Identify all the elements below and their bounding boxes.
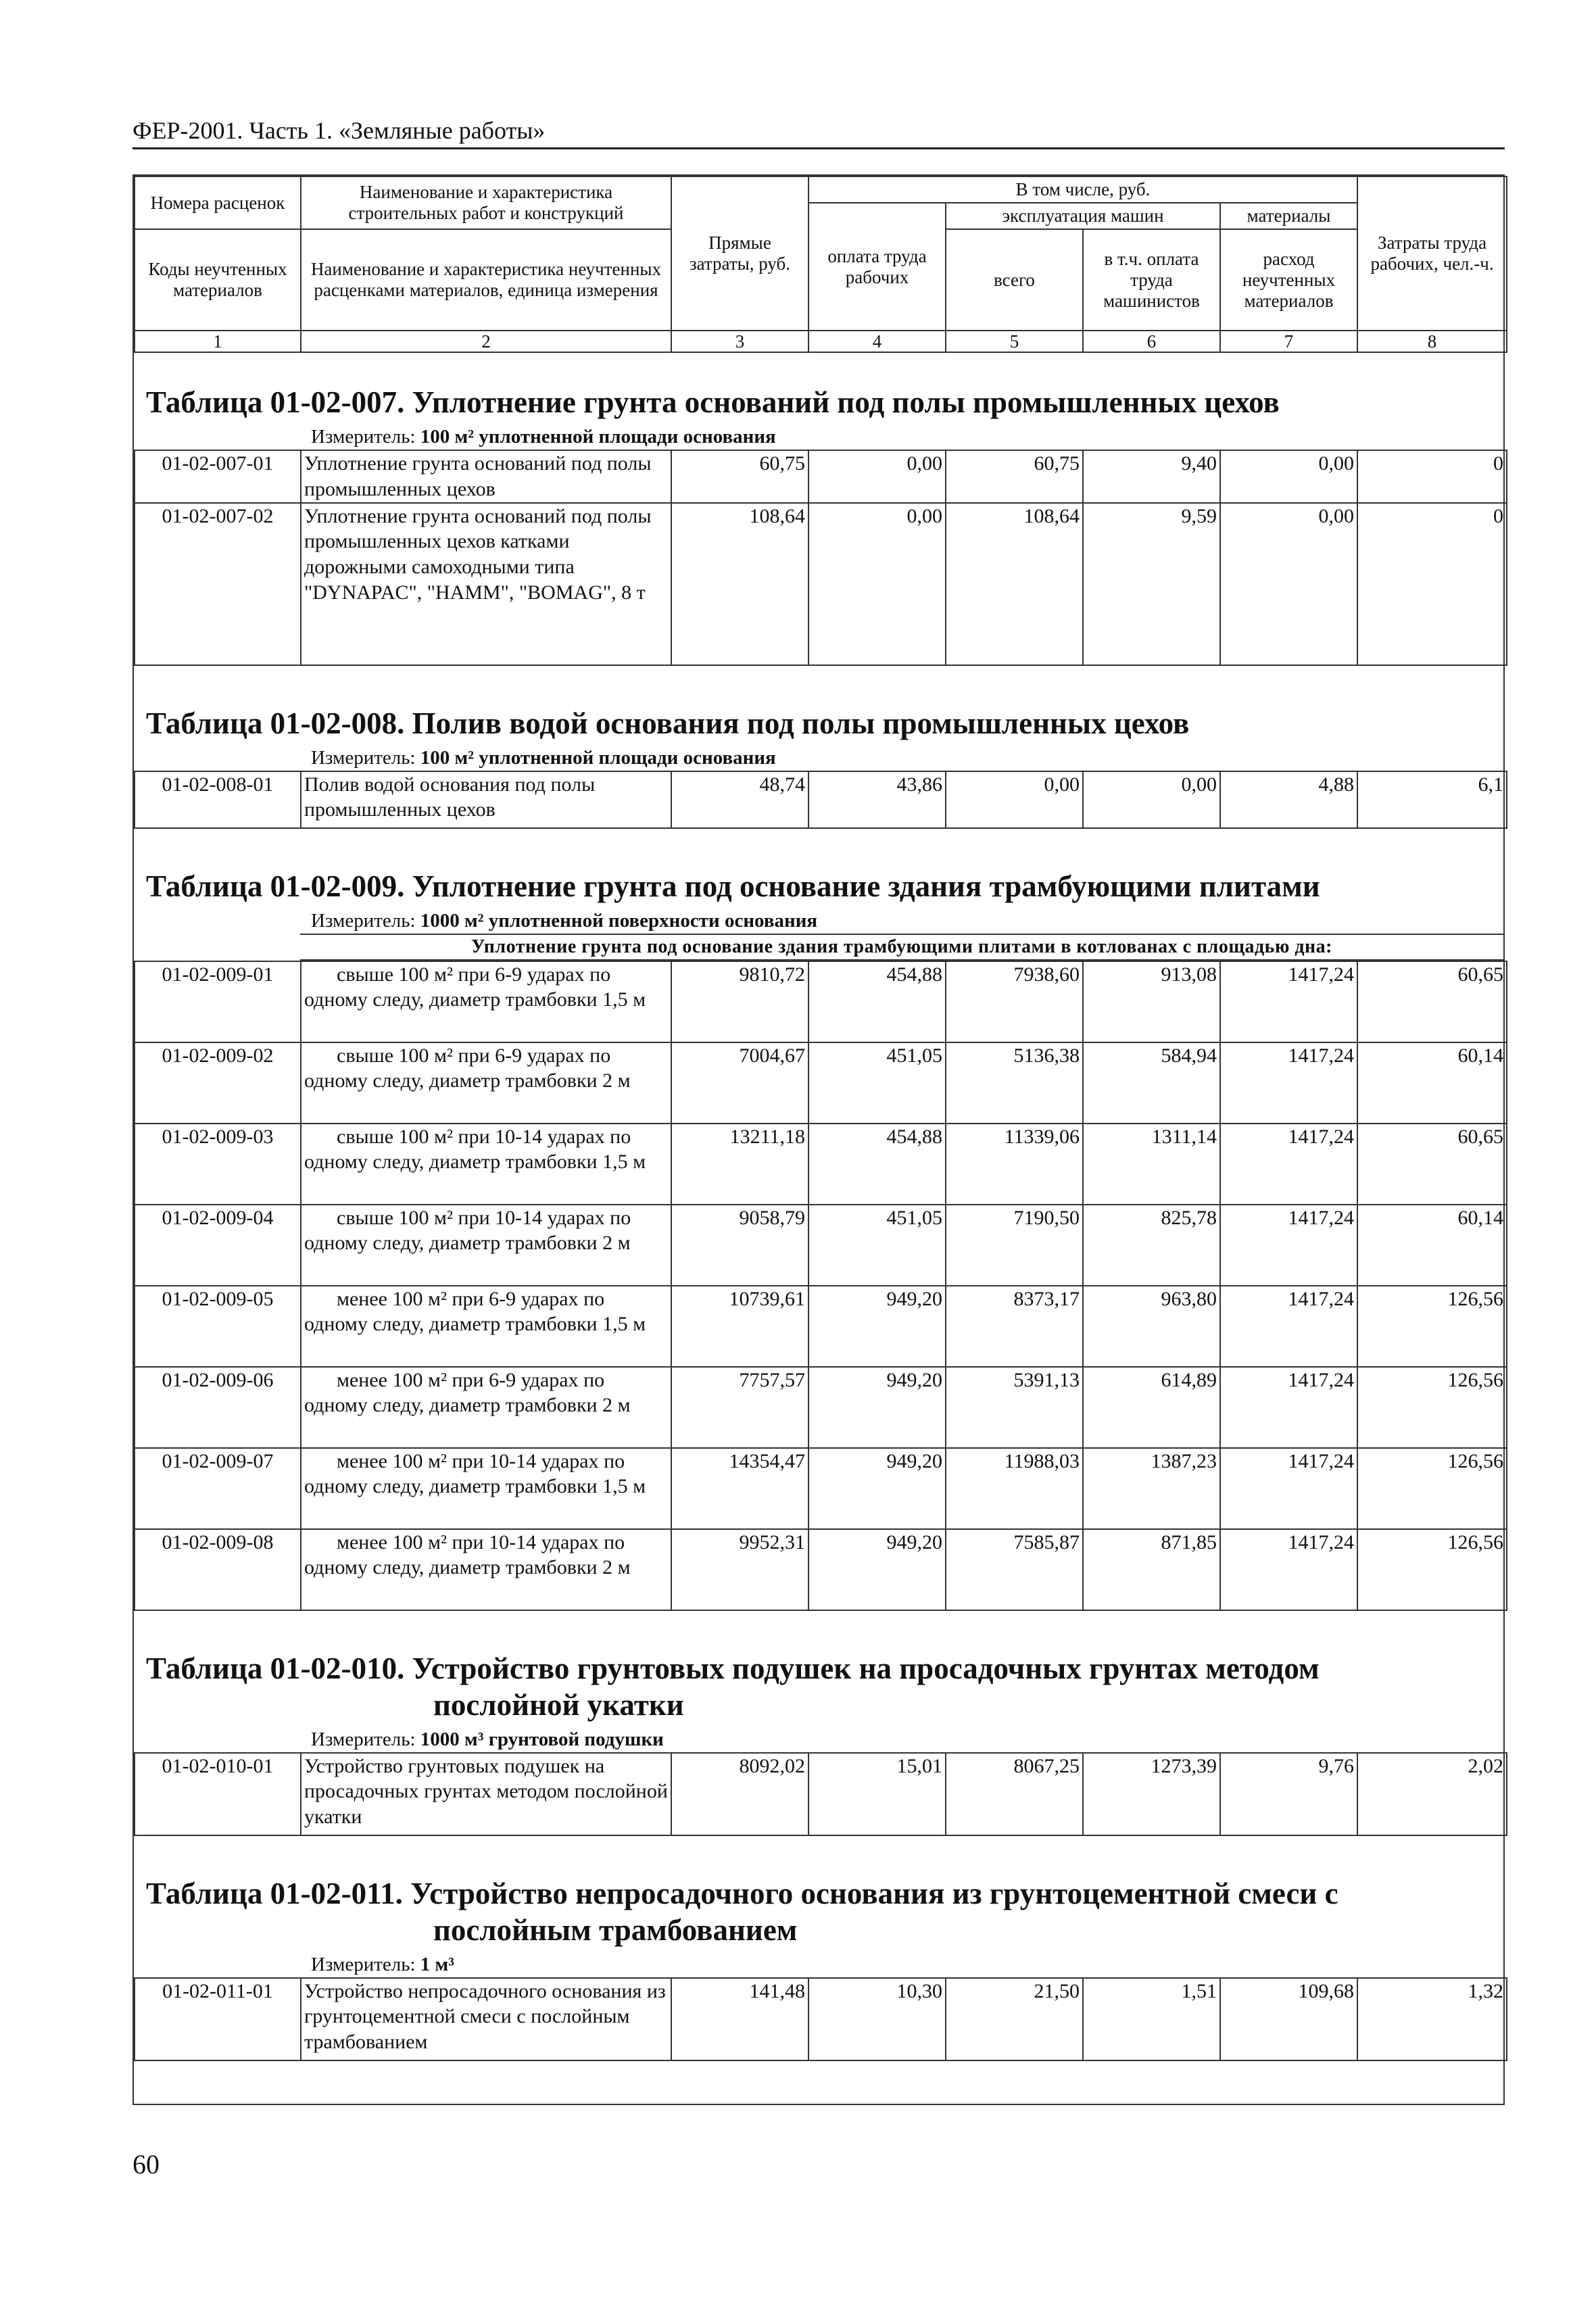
table-row bbox=[135, 1448, 1507, 1529]
table-row bbox=[135, 503, 1507, 665]
unaccounted-materials: 109,68 bbox=[1220, 1978, 1357, 2060]
unaccounted-materials: 9,76 bbox=[1220, 1753, 1357, 1835]
unaccounted-materials: 1417,24 bbox=[1220, 1286, 1357, 1367]
table-section bbox=[134, 353, 1503, 666]
direct-costs: 108,64 bbox=[671, 503, 808, 665]
page-header bbox=[132, 116, 1505, 149]
header-direct-costs: Прямые затраты, руб. bbox=[671, 176, 808, 331]
rates-table bbox=[134, 961, 1507, 1611]
direct-costs: 9058,79 bbox=[671, 1205, 808, 1286]
labor-hours: 60,65 bbox=[1357, 1124, 1507, 1205]
machines-total: 7938,60 bbox=[946, 961, 1083, 1042]
rate-sections bbox=[134, 353, 1503, 2061]
machinist-pay: 614,89 bbox=[1083, 1367, 1220, 1448]
section-title-line: Таблица 01-02-008. Полив водой основания под полы промышленных цехов bbox=[146, 706, 1190, 740]
direct-costs: 14354,47 bbox=[671, 1448, 808, 1529]
machinist-pay: 913,08 bbox=[1083, 961, 1220, 1042]
machines-total: 11339,06 bbox=[946, 1124, 1083, 1205]
measure-unit bbox=[134, 1727, 1503, 1752]
machines-total: 11988,03 bbox=[946, 1448, 1083, 1529]
column-number: 6 bbox=[1083, 331, 1220, 352]
worker-pay: 15,01 bbox=[808, 1753, 946, 1835]
section-title bbox=[134, 1611, 1503, 1727]
measure-label: Измеритель: bbox=[311, 426, 416, 448]
table-row bbox=[135, 961, 1507, 1042]
table-row bbox=[135, 1367, 1507, 1448]
worker-pay: 451,05 bbox=[808, 1042, 946, 1124]
measure-label: Измеритель: bbox=[311, 909, 416, 932]
machines-total: 5391,13 bbox=[946, 1367, 1083, 1448]
direct-costs: 60,75 bbox=[671, 450, 808, 503]
table-row bbox=[135, 450, 1507, 503]
measure-value: 100 м² уплотненной площади основания bbox=[420, 746, 776, 769]
column-number: 7 bbox=[1220, 331, 1357, 352]
column-number: 8 bbox=[1357, 331, 1507, 352]
measure-label: Измеритель: bbox=[311, 1728, 416, 1750]
column-header-table bbox=[134, 176, 1507, 353]
direct-costs: 48,74 bbox=[671, 771, 808, 828]
machines-total: 21,50 bbox=[946, 1978, 1083, 2060]
header-rate-numbers: Номера расценок bbox=[135, 176, 301, 229]
header-machines-total: всего bbox=[946, 229, 1083, 331]
worker-pay: 0,00 bbox=[808, 450, 946, 503]
worker-pay: 0,00 bbox=[808, 503, 946, 665]
header-including-group: В том числе, руб. bbox=[808, 176, 1357, 203]
table-section bbox=[134, 666, 1503, 829]
machinist-pay: 9,40 bbox=[1083, 450, 1220, 503]
measure-label: Измеритель: bbox=[311, 1953, 416, 1975]
header-material-names: Наименование и характеристика неучтенных расценками материалов, единица измерения bbox=[301, 229, 671, 331]
labor-hours: 0 bbox=[1357, 450, 1507, 503]
machines-total: 0,00 bbox=[946, 771, 1083, 828]
column-numbers-row bbox=[135, 331, 1507, 352]
header-machinist-pay: в т.ч. оплата труда машинистов bbox=[1083, 229, 1220, 331]
table-row bbox=[135, 1124, 1507, 1205]
header-material-codes: Коды неучтенных материалов bbox=[135, 229, 301, 331]
rate-code: 01-02-010-01 bbox=[135, 1753, 301, 1835]
machinist-pay: 0,00 bbox=[1083, 771, 1220, 828]
rate-code: 01-02-009-04 bbox=[135, 1205, 301, 1286]
worker-pay: 949,20 bbox=[808, 1448, 946, 1529]
rate-code: 01-02-009-05 bbox=[135, 1286, 301, 1367]
machinist-pay: 1,51 bbox=[1083, 1978, 1220, 2060]
header-work-name: Наименование и характеристика строительных работ и конструкций bbox=[301, 176, 671, 229]
machines-total: 108,64 bbox=[946, 503, 1083, 665]
machines-total: 8067,25 bbox=[946, 1753, 1083, 1835]
rates-table bbox=[134, 450, 1507, 666]
labor-hours: 126,56 bbox=[1357, 1367, 1507, 1448]
labor-hours: 60,14 bbox=[1357, 1042, 1507, 1124]
rate-name: свыше 100 м² при 6-9 ударах по одному следу, диаметр трамбовки 1,5 м bbox=[301, 961, 671, 1042]
rate-name: менее 100 м² при 6-9 ударах по одному следу, диаметр трамбовки 1,5 м bbox=[301, 1286, 671, 1367]
machines-total: 7190,50 bbox=[946, 1205, 1083, 1286]
section-title-line: послойной укатки bbox=[433, 1687, 684, 1722]
labor-hours: 126,56 bbox=[1357, 1529, 1507, 1610]
rate-name: Устройство непросадочного основания из грунтоцементной смеси с послойным трамбованием bbox=[301, 1978, 671, 2060]
worker-pay: 43,86 bbox=[808, 771, 946, 828]
rates-table bbox=[134, 1977, 1507, 2061]
rate-code: 01-02-009-07 bbox=[135, 1448, 301, 1529]
machinist-pay: 825,78 bbox=[1083, 1205, 1220, 1286]
worker-pay: 949,20 bbox=[808, 1286, 946, 1367]
header-materials: материалы bbox=[1220, 203, 1357, 229]
table-row bbox=[135, 771, 1507, 828]
machines-total: 8373,17 bbox=[946, 1286, 1083, 1367]
machinist-pay: 584,94 bbox=[1083, 1042, 1220, 1124]
column-number: 1 bbox=[135, 331, 301, 352]
page-number: 60 bbox=[132, 2149, 160, 2179]
direct-costs: 9810,72 bbox=[671, 961, 808, 1042]
machines-total: 5136,38 bbox=[946, 1042, 1083, 1124]
table-row bbox=[135, 1529, 1507, 1610]
direct-costs: 9952,31 bbox=[671, 1529, 808, 1610]
machines-total: 7585,87 bbox=[946, 1529, 1083, 1610]
measure-value: 1000 м³ грунтовой подушки bbox=[420, 1728, 664, 1750]
labor-hours: 2,02 bbox=[1357, 1753, 1507, 1835]
labor-hours: 60,14 bbox=[1357, 1205, 1507, 1286]
direct-costs: 7757,57 bbox=[671, 1367, 808, 1448]
unaccounted-materials: 1417,24 bbox=[1220, 1448, 1357, 1529]
table-row bbox=[135, 1286, 1507, 1367]
section-title bbox=[134, 353, 1503, 425]
section-title-line: Таблица 01-02-009. Уплотнение грунта под основание здания трамбующими плитами bbox=[146, 869, 1320, 903]
rate-code: 01-02-007-02 bbox=[135, 503, 301, 665]
measure-value: 1 м³ bbox=[420, 1953, 454, 1975]
machinist-pay: 1273,39 bbox=[1083, 1753, 1220, 1835]
section-title bbox=[134, 1836, 1503, 1952]
unaccounted-materials: 0,00 bbox=[1220, 503, 1357, 665]
section-title-line: Таблица 01-02-011. Устройство непросадочного основания из грунтоцементной смеси с bbox=[146, 1876, 1338, 1910]
rate-code: 01-02-009-08 bbox=[135, 1529, 301, 1610]
section-title-line: послойным трамбованием bbox=[433, 1912, 798, 1947]
column-number: 2 bbox=[301, 331, 671, 352]
rate-code: 01-02-009-06 bbox=[135, 1367, 301, 1448]
machinist-pay: 1311,14 bbox=[1083, 1124, 1220, 1205]
rate-code: 01-02-008-01 bbox=[135, 771, 301, 828]
labor-hours: 126,56 bbox=[1357, 1448, 1507, 1529]
measure-unit bbox=[134, 425, 1503, 450]
direct-costs: 13211,18 bbox=[671, 1124, 808, 1205]
rate-name: Уплотнение грунта оснований под полы промышленных цехов катками дорожными самоходными типа "DYNAPAC", "HAMM", "BOMAG", 8 т bbox=[301, 503, 671, 665]
section-title bbox=[134, 666, 1503, 746]
column-number: 5 bbox=[946, 331, 1083, 352]
labor-hours: 60,65 bbox=[1357, 961, 1507, 1042]
unaccounted-materials: 1417,24 bbox=[1220, 1124, 1357, 1205]
labor-hours: 1,32 bbox=[1357, 1978, 1507, 2060]
rate-code: 01-02-007-01 bbox=[135, 450, 301, 503]
measure-unit bbox=[134, 1952, 1503, 1977]
rate-name: Уплотнение грунта оснований под полы промышленных цехов bbox=[301, 450, 671, 503]
section-title-line: Таблица 01-02-007. Уплотнение грунта оснований под полы промышленных цехов bbox=[146, 385, 1280, 420]
direct-costs: 7004,67 bbox=[671, 1042, 808, 1124]
unaccounted-materials: 1417,24 bbox=[1220, 1367, 1357, 1448]
unaccounted-materials: 1417,24 bbox=[1220, 1205, 1357, 1286]
unaccounted-materials: 4,88 bbox=[1220, 771, 1357, 828]
rate-code: 01-02-009-03 bbox=[135, 1124, 301, 1205]
column-number: 3 bbox=[671, 331, 808, 352]
rate-name: менее 100 м² при 10-14 ударах по одному следу, диаметр трамбовки 2 м bbox=[301, 1529, 671, 1610]
rate-name: менее 100 м² при 6-9 ударах по одному следу, диаметр трамбовки 2 м bbox=[301, 1367, 671, 1448]
rate-name: свыше 100 м² при 10-14 ударах по одному следу, диаметр трамбовки 1,5 м bbox=[301, 1124, 671, 1205]
price-table-frame bbox=[132, 174, 1505, 2105]
worker-pay: 949,20 bbox=[808, 1367, 946, 1448]
machinist-pay: 963,80 bbox=[1083, 1286, 1220, 1367]
rate-name: свыше 100 м² при 6-9 ударах по одному следу, диаметр трамбовки 2 м bbox=[301, 1042, 671, 1124]
table-section bbox=[134, 829, 1503, 1611]
worker-pay: 10,30 bbox=[808, 1978, 946, 2060]
machinist-pay: 9,59 bbox=[1083, 503, 1220, 665]
rate-name: Устройство грунтовых подушек на просадочных грунтах методом послойной укатки bbox=[301, 1753, 671, 1835]
worker-pay: 454,88 bbox=[808, 961, 946, 1042]
direct-costs: 141,48 bbox=[671, 1978, 808, 2060]
worker-pay: 454,88 bbox=[808, 1124, 946, 1205]
machinist-pay: 1387,23 bbox=[1083, 1448, 1220, 1529]
worker-pay: 451,05 bbox=[808, 1205, 946, 1286]
table-row bbox=[135, 1753, 1507, 1835]
direct-costs: 10739,61 bbox=[671, 1286, 808, 1367]
rate-name: свыше 100 м² при 10-14 ударах по одному следу, диаметр трамбовки 2 м bbox=[301, 1205, 671, 1286]
table-row bbox=[135, 1042, 1507, 1124]
rate-code: 01-02-011-01 bbox=[135, 1978, 301, 2060]
rates-table bbox=[134, 1752, 1507, 1836]
table-section bbox=[134, 1836, 1503, 2061]
rate-name: Полив водой основания под полы промышленных цехов bbox=[301, 771, 671, 828]
header-material-consumption: расход неучтенных материалов bbox=[1220, 229, 1357, 331]
direct-costs: 8092,02 bbox=[671, 1753, 808, 1835]
measure-value: 1000 м² уплотненной поверхности основания bbox=[420, 909, 818, 932]
header-labor-hours: Затраты труда рабочих, чел.-ч. bbox=[1357, 176, 1507, 331]
labor-hours: 126,56 bbox=[1357, 1286, 1507, 1367]
unaccounted-materials: 1417,24 bbox=[1220, 961, 1357, 1042]
unaccounted-materials: 1417,24 bbox=[1220, 1529, 1357, 1610]
unaccounted-materials: 1417,24 bbox=[1220, 1042, 1357, 1124]
header-worker-pay: оплата труда рабочих bbox=[808, 203, 946, 331]
table-section bbox=[134, 1611, 1503, 1836]
labor-hours: 0 bbox=[1357, 503, 1507, 665]
measure-value: 100 м² уплотненной площади основания bbox=[420, 426, 776, 448]
column-number: 4 bbox=[808, 331, 946, 352]
machines-total: 60,75 bbox=[946, 450, 1083, 503]
section-subheading: Уплотнение грунта под основание здания трамбующими плитами в котлованах с площадью дна: bbox=[300, 934, 1503, 961]
worker-pay: 949,20 bbox=[808, 1529, 946, 1610]
section-title-line: Таблица 01-02-010. Устройство грунтовых подушек на просадочных грунтах методом bbox=[146, 1651, 1320, 1685]
header-machine-operation: эксплуатация машин bbox=[946, 203, 1220, 229]
table-row bbox=[135, 1978, 1507, 2060]
measure-label: Измеритель: bbox=[311, 746, 416, 769]
section-title bbox=[134, 829, 1503, 909]
unaccounted-materials: 0,00 bbox=[1220, 450, 1357, 503]
measure-unit bbox=[134, 909, 1503, 934]
document-title: ФЕР-2001. Часть 1. «Земляные работы» bbox=[132, 117, 546, 144]
rate-name: менее 100 м² при 10-14 ударах по одному следу, диаметр трамбовки 1,5 м bbox=[301, 1448, 671, 1529]
rate-code: 01-02-009-02 bbox=[135, 1042, 301, 1124]
rate-code: 01-02-009-01 bbox=[135, 961, 301, 1042]
machinist-pay: 871,85 bbox=[1083, 1529, 1220, 1610]
rates-table bbox=[134, 771, 1507, 829]
table-row bbox=[135, 1205, 1507, 1286]
measure-unit bbox=[134, 746, 1503, 771]
labor-hours: 6,1 bbox=[1357, 771, 1507, 828]
